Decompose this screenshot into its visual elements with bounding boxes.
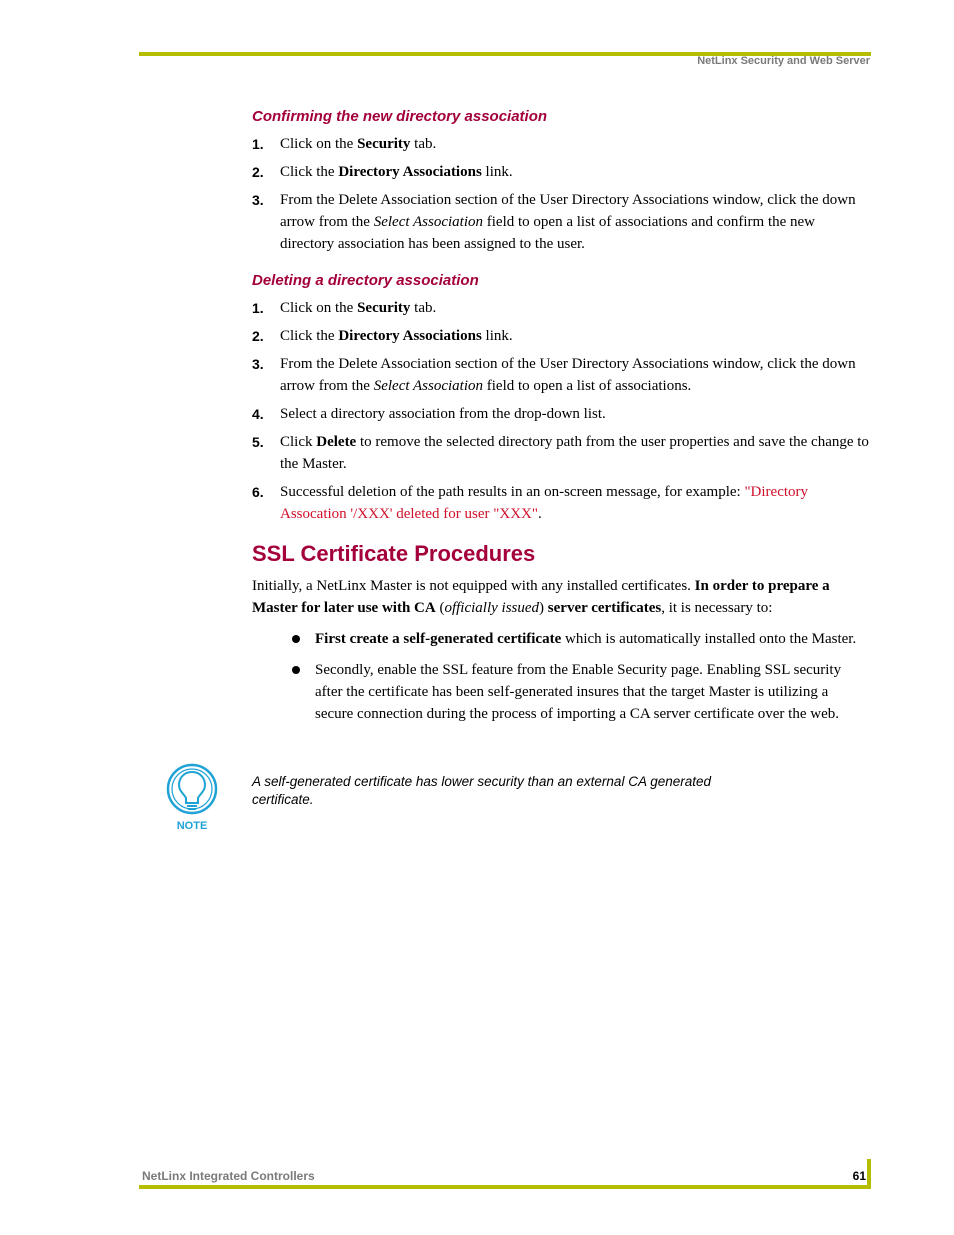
lightbulb-note-icon	[165, 763, 221, 833]
list-item: 2. Click the Directory Associations link.	[252, 328, 513, 344]
list-item: 2. Click the Directory Associations link.	[252, 164, 513, 180]
list-item: First create a self-generated certificate which is automatically installed onto the Master.	[290, 628, 870, 650]
list-item: 5. Click Delete to remove the selected directory path from the user properties and save the change to the Master.	[252, 434, 869, 472]
running-header: NetLinx Security and Web Server	[697, 55, 870, 67]
list-item: 1. Click on the Security tab.	[252, 300, 437, 316]
list-item: 6. Successful deletion of the path results in an on-screen message, for example: "Directory Assocation '/XXX' deleted for user "XXX".	[252, 484, 809, 522]
footer-rule	[139, 1185, 871, 1189]
list-item: 4. Select a directory association from the drop-down list.	[252, 406, 606, 422]
example-message-link[interactable]: "Directory Assocation '/XXX' deleted for user "XXX"	[280, 484, 809, 522]
list-item: 3. From the Delete Association section of the User Directory Associations window, click the down arrow from the Select Association field to open a list of associations.	[252, 356, 856, 394]
note-text: A self-generated certificate has lower security than an external CA generated certificate.	[252, 774, 711, 807]
page-number: 61	[852, 1169, 866, 1183]
svg-text:NOTE: NOTE	[176, 820, 208, 832]
delete-steps-list	[252, 297, 870, 531]
list-item: 1. Click on the Security tab.	[252, 136, 437, 152]
bullet-icon	[292, 635, 300, 643]
section-heading-confirming: Confirming the new directory association	[252, 108, 548, 125]
list-item: 3. From the Delete Association section of the User Directory Associations window, click the down arrow from the Select Association field to open a list of associations and confirm the new directory association has been assigned to the user.	[252, 192, 856, 252]
ssl-bullet-list	[290, 628, 870, 734]
section-heading-deleting: Deleting a directory association	[252, 272, 479, 289]
bullet-icon	[292, 666, 300, 674]
ssl-intro-paragraph: Initially, a NetLinx Master is not equipped with any installed certificates. In order to prepare a Master for later use with CA (officially issued) server certificates, it is necessary to:	[252, 578, 830, 616]
list-item: Secondly, enable the SSL feature from the Enable Security page. Enabling SSL security after the certificate has been self-generated insures that the target Master is utilizing a secure connection during the process of importing a CA server certificate over the web.	[290, 659, 870, 725]
footer-title: NetLinx Integrated Controllers	[142, 1169, 315, 1183]
confirm-steps-list	[252, 133, 870, 261]
ssl-section-title: SSL Certificate Procedures	[252, 541, 536, 566]
